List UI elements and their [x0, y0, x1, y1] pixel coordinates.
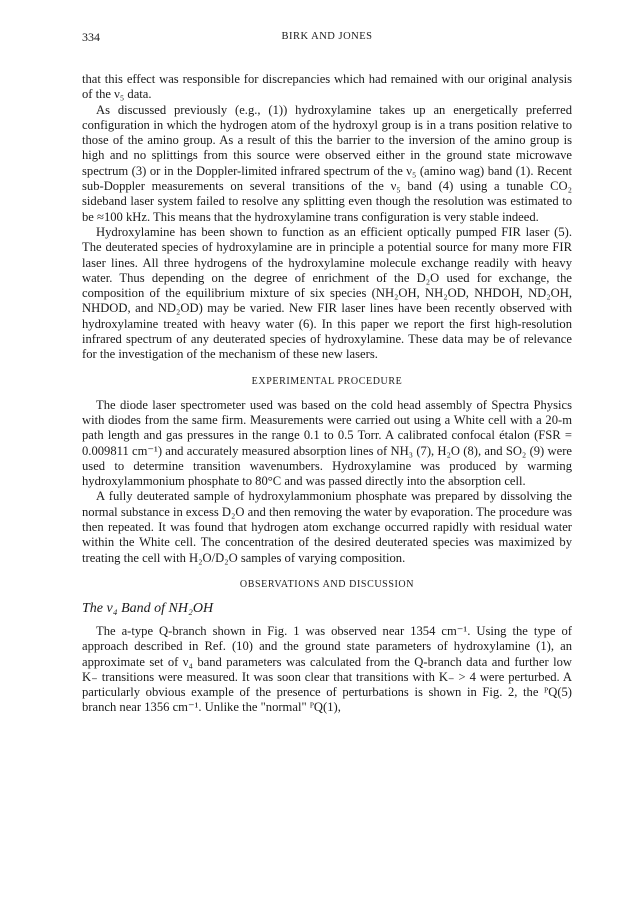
article-body — [82, 72, 572, 716]
paragraph-continuation: that this effect was responsible for discrepancies which had remained with our original analysis of the ν₅ data. — [82, 72, 572, 102]
paragraph-deuterated-sample: A fully deuterated sample of hydroxylammonium phosphate was prepared by dissolving the normal substance in excess D₂O and then removing the water by evaporation. The procedure was then repeated. It was found that hydrogen atom exchange occurred rapidly with residual water within the White cell. The concentration of the desired deuterated species was maximized by treating the cell with H₂O/D₂O samples of varying composition. — [82, 489, 572, 565]
subsection-heading-nu4-band: The ν₄ Band of NH₂OH — [82, 600, 214, 616]
section-heading-observations: OBSERVATIONS AND DISCUSSION — [239, 578, 415, 590]
running-head: BIRK AND JONES — [281, 31, 373, 42]
paragraph-configuration: As discussed previously (e.g., (1)) hydroxylamine takes up an energetically preferred configuration in which the hydrogen atom of the hydroxyl group is in a trans position relative to those of the amino group. As a result of this the barrier to the inversion of the amino group is high and no splittings from this source were observed either in the ground state microwave spectrum (3) or in the Doppler-limited infrared spectrum of the ν₅ (amino wag) band (1). Recent sub-Doppler measurements on several transitions of the ν₅ band (4) using a tunable CO₂ sideband laser system failed to resolve any splitting even though the resolution was estimated to be ≈100 kHz. This means that the hydroxylamine trans configuration is very stable indeed. — [82, 102, 572, 224]
page-header — [82, 30, 572, 50]
paragraph-fir-laser: Hydroxylamine has been shown to function as an efficient optically pumped FIR laser (5). The deuterated species of hydroxylamine are in principle a potential source for many more FIR laser lines. All three hydrogens of the hydroxylamine molecule exchange readily with heavy water. Thus depending on the degree of enrichment of the D₂O used for exchange, the composition of the equilibrium mixture of six species (NH₂OH, NH₂OD, NHDOH, ND₂OH, NHDOD, and ND₂OD) may be varied. New FIR laser lines have been recently observed with hydroxylamine treated with heavy water (6). In this paper we report the first high-resolution infrared spectrum of any deuterated species of hydroxylamine. These data may be of relevance for the investigation of the mechanism of these new lasers. — [82, 224, 572, 362]
paragraph-spectrometer: The diode laser spectrometer used was based on the cold head assembly of Spectra Physics with diodes from the same firm. Measurements were carried out using a White cell with a 20-m path length and gas pressures in the range 0.1 to 0.5 Torr. A calibrated confocal étalon (FSR = 0.009811 cm⁻¹) and accurately measured absorption lines of NH₃ (7), H₂O (8), and SO₂ (9) were used to determine transition wavenumbers. Hydroxylamine was produced by warming hydroxylammonium phosphate to 80°C and was passed directly into the absorption cell. — [82, 397, 572, 489]
page — [82, 30, 572, 716]
page-number: 334 — [82, 30, 100, 44]
section-heading-experimental: EXPERIMENTAL PROCEDURE — [251, 375, 403, 387]
paragraph-a-type-q-branch: The a-type Q-branch shown in Fig. 1 was observed near 1354 cm⁻¹. Using the type of approach described in Ref. (10) and the ground state parameters of hydroxylamine (1), an approximate set of ν₄ band parameters was calculated from the Q-branch data and further low K₋ transitions were measured. It was soon clear that transitions with K₋ > 4 were perturbed. A particularly obvious example of the presence of perturbations is shown in Fig. 2, the ᴾQ(5) branch near 1356 cm⁻¹. Unlike the "normal" ᴾQ(1), — [82, 623, 572, 715]
